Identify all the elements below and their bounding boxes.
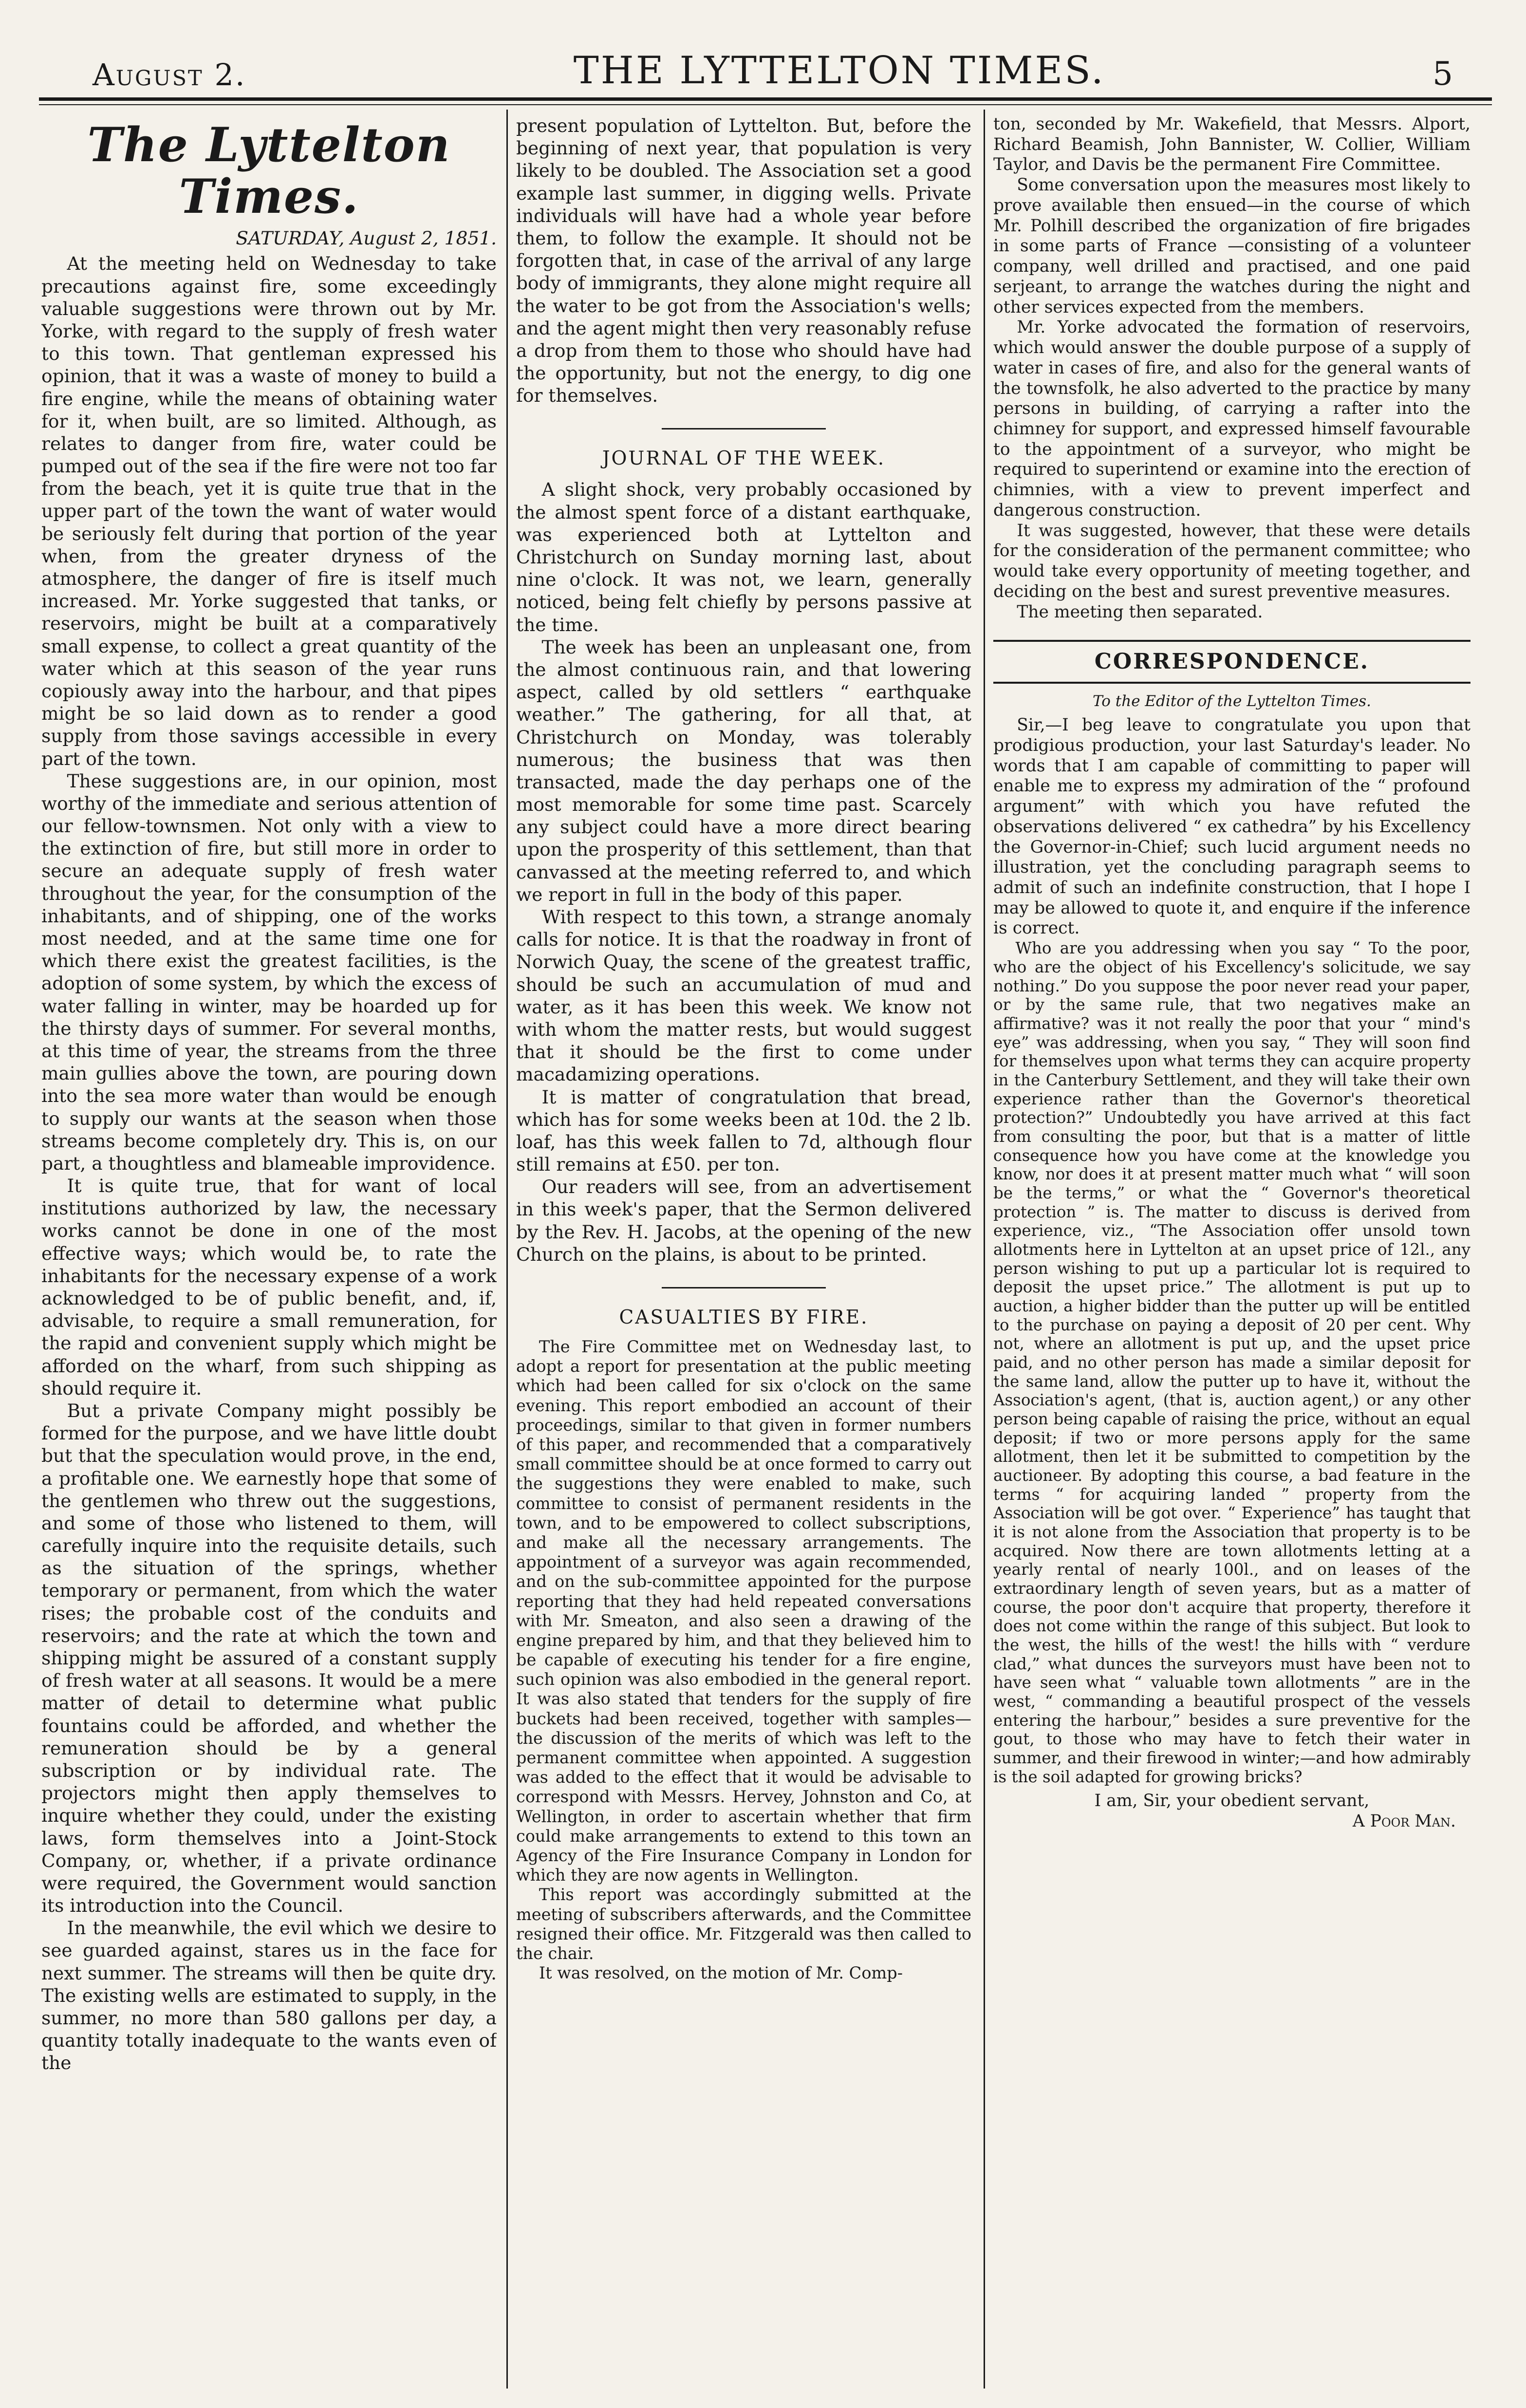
casualties-paragraph: This report was accordingly submitted at the meeting of subscribers afterwards, and the Committee resigned their office. Mr. Fitzgerald was then called to the chair.: [516, 1885, 971, 1963]
page-number: 5: [1432, 55, 1453, 93]
letter-signature: A Poor Man.: [1352, 1811, 1456, 1831]
column-1: [41, 114, 497, 2389]
letter-paragraph: Who are you addressing when you say “ To the poor, who are the object of his Excellency's solicitude, we say nothing.” Do you suppose the poor never read your paper, or by the same rule, that two negatives make an affirmative? was it not really the poor that your “ mind's eye” was addressing, when you say, “ They will soon find for themselves upon what terms they can acquire property in the Canterbury Settlement, and they will take their own experience rather than the Governor's theoretical protection?” Undoubtedly you have arrived at this fact from consulting the poor, but that is a matter of little consequence how you have come at the knowledge you know, nor does it at present matter much what “ will soon be the terms,” or what the “ Governor's theoretical protection ” is. The matter to discuss is derived from experience, viz., “The Association offer unsold town allotments here in Lyttelton at an upset price of 12l., any person wishing to put up a particular lot is required to deposit the upset price.” The allotment is put up to auction, a higher bidder than the putter up will be entitled to the purchase on paying a deposit of 20 per cent. Why not, where an allotment is put up, and the upset price paid, and no other person has made a similar deposit for the same land, allow the putter up to have it, without the Association's agent, (that is, auction agent,) or any other person being capable of raising the price, without an equal deposit; if two or more persons apply for the same allotment, then let it be submitted to competition by the auctioneer. By adopting this course, a bad feature in the terms “ for acquiring landed ” property from the Association will be got over. “ Experience” has taught that it is not alone from the Association that property is to be acquired. Now there are town allotments letting at a yearly rental of nearly 100l., and on leases of the extraordinary length of seven years, but as a matter of course, the poor don't acquire that property, therefore it does not come within the range of this subject. But look to the west, the hills of the west! the hills with “ verdure clad,” what dunces the surveyors must have been not to have seen what “ valuable town allotments ” are in the west, “ commanding a beautiful prospect of the vessels entering the harbour,” besides a sure preventive for the gout, to those who may have to fetch their water in summer, and their firewood in winter;—and how admirably is the soil adapted for growing bricks?: [993, 939, 1470, 1786]
dateline: SATURDAY, August 2, 1851.: [236, 227, 497, 249]
leader-paragraph: These suggestions are, in our opinion, most worthy of the immediate and serious attention of our fellow-townsmen. Not only with a view to the extinction of fire, but still more in order to secure an adequate supply of fresh water throughout the year, for the consumption of the inhabitants, and of shipping, one of the works most needed, and at the same time one for which there exist the greatest facilities, is the adoption of some system, by which the excess of water falling in winter, may be hoarded up for the thirsty days of summer. For several months, at this time of year, the streams from the three main gullies above the town, are pouring down into the sea more water than would be enough to supply our wants at the season when those streams become completely dry. This is, on our part, a thoughtless and blameable improvidence.: [41, 770, 497, 1174]
leader-paragraph: But a private Company might possibly be formed for the purpose, and we have little doubt but that the speculation would prove, in the end, a profitable one. We earnestly hope that some of the gentlemen who threw out the suggestions, and some of those who listened to them, will carefully inquire into the requisite details, such as the situation of the springs, whether temporary or permanent, from which the water rises; the probable cost of the conduits and reservoirs; and the rate at which the town and shipping might be assured of a constant supply of fresh water at all seasons. It would be a mere matter of detail to determine what public fountains could be afforded, and whether the remuneration should be by a general subscription or by individual rate. The projectors might then apply themselves to inquire whether they could, under the existing laws, form themselves into a Joint-Stock Company, or, whether, if a private ordinance were required, the Government would sanction its introduction into the Council.: [41, 1400, 497, 1917]
journal-paragraph: Our readers will see, from an advertisement in this week's paper, that the Sermon delivered by the Rev. H. Jacobs, at the opening of the new Church on the plains, is about to be printed.: [516, 1176, 971, 1265]
correspondence-heading: CORRESPONDENCE.: [993, 640, 1470, 683]
leader-paragraph: In the meanwhile, the evil which we desire to see guarded against, stares us in the face for next summer. The streams will then be quite dry. The existing wells are estimated to supply, in the summer, no more than 580 gallons per day, a quantity totally inadequate to the wants even of the: [41, 1917, 497, 2074]
journal-paragraph: The week has been an unpleasant one, from the almost continuous rain, and that lowering aspect, called by old settlers “ earthquake weather.” The gathering, for all that, at Christchurch on Monday, was tolerably numerous; the business that was then transacted, made the day perhaps one of the most memorable for some time past. Scarcely any subject could have a more direct bearing upon the prosperity of this settlement, than that canvassed at the meeting referred to, and which we report in full in the body of this paper.: [516, 636, 971, 905]
letter-address: To the Editor of the Lyttelton Times.: [1093, 692, 1371, 710]
section-divider: [662, 1287, 826, 1288]
casualties-paragraph: It was suggested, however, that these were details for the consideration of the permanent committee; who would take every opportunity of meeting together, and deciding on the best and surest preventive measures.: [993, 521, 1470, 601]
column-divider-2: [984, 110, 985, 2389]
journal-heading: JOURNAL OF THE WEEK.: [602, 448, 886, 470]
casualties-continuation: ton, seconded by Mr. Wakefield, that Messrs. Alport, Richard Beamish, John Bannister, W. Collier, William Taylor, and Davis be the permanent Fire Committee.: [993, 114, 1470, 175]
leader-paragraph: It is quite true, that for want of local institutions authorized by law, the necessary works cannot be done in one of the most effective ways; which would be, to rate the inhabitants for the necessary expense of a work acknowledged to be of public benefit, and, if, advisable, to require a small remuneration, for the rapid and convenient supply which might be afforded on the wharf, from such shipping as should require it.: [41, 1175, 497, 1399]
leader-continuation: present population of Lyttelton. But, before the beginning of next year, that population is very likely to be doubled. The Association set a good example last summer, in digging wells. Private individuals will have had a whole year before them, to follow the example. It should not be forgotten that, in case of the arrival of any large body of immigrants, they alone might require all the water to be got from the Association's wells; and the agent might then very reasonably refuse a drop from them to those who should have had the opportunity, but not the energy, to dig one for themselves.: [516, 115, 971, 407]
newspaper-title: THE LYTTELTON TIMES.: [573, 49, 1105, 93]
casualties-paragraph: It was resolved, on the motion of Mr. Comp-: [539, 1963, 903, 1983]
column-2: [516, 114, 971, 2389]
casualties-paragraph: Mr. Yorke advocated the formation of reservoirs, which would answer the double purpose of a supply of water in cases of fire, and also for the general wants of the townsfolk, he also adverted to the practice by many persons in building, of carrying a rafter into the chimney for support, and expressed himself favourable to the appointment of a surveyor, who might be required to superintend or examine into the erection of chimnies, with a view to prevent imperfect and dangerous construction.: [993, 317, 1470, 520]
letter-signoff: I am, Sir, your obedient servant,: [1094, 1791, 1370, 1811]
journal-paragraph: A slight shock, very probably occasioned by the almost spent force of a distant earthquake, was experienced both at Lyttelton and Christchurch on Sunday morning last, about nine o'clock. It was not, we learn, generally noticed, being felt chiefly by persons passive at the time.: [516, 479, 971, 635]
journal-paragraph: It is matter of congratulation that bread, which has for some weeks been at 10d. the 2 lb. loaf, has this week fallen to 7d, although flour still remains at £50. per ton.: [516, 1086, 971, 1176]
letter-paragraph: Sir,—I beg leave to congratulate you upon that prodigious production, your last Saturday's leader. No words that I am capable of committing to paper will enable me to express my admiration of the “ profound argument” with which you have refuted the observations delivered “ ex cathedra” by his Excellency the Governor-in-Chief; such lucid argument needs no illustration, yet the concluding paragraph seems to admit of such an indefinite construction, that I hope I may be allowed to quote it, and enquire if the inference is correct.: [993, 715, 1470, 938]
leader-paragraph: At the meeting held on Wednesday to take precautions against fire, some exceedingly valuable suggestions were thrown out by Mr. Yorke, with regard to the supply of fresh water to this town. That gentleman expressed his opinion, that it was a waste of money to build a fire engine, while the means of obtaining water for it, when built, are so limited. Although, as relates to danger from fire, water could be pumped out of the sea if the fire were not too far from the beach, yet it is quite true that in the upper part of the town the want of water would be seriously felt during that portion of the year when, from the greater dryness of the atmosphere, the danger of fire is itself much increased. Mr. Yorke suggested that tanks, or reservoirs, might be built at a comparatively small expense, to collect a great quantity of the water which at this season of the year runs copiously away into the harbour, and that pipes might be so laid down as to render a good supply from those savings accessible in every part of the town.: [41, 253, 497, 769]
section-divider: [662, 428, 826, 429]
casualties-paragraph: Some conversation upon the measures most likely to prove available then ensued—in the course of which Mr. Polhill described the organization of fire brigades in some parts of France —consisting of a volunteer company, well drilled and practised, and one paid serjeant, to arrange the watches during the night and other services expected from the members.: [993, 175, 1470, 317]
column-divider-1: [506, 110, 508, 2389]
casualties-heading: CASUALTIES BY FIRE.: [619, 1307, 869, 1329]
header-rule-thin: [39, 104, 1492, 105]
header-date: August 2.: [93, 57, 246, 93]
page-header: [93, 29, 1453, 93]
header-rule-thick: [39, 97, 1492, 101]
casualties-paragraph: The Fire Committee met on Wednesday last, to adopt a report for presentation at the public meeting which had been called for six o'clock on the same evening. This report embodied an account of their proceedings, similar to that given in former numbers of this paper, and recommended that a comparatively small committee should be at once formed to carry out the suggestions they were enabled to make, such committee to consist of permanent residents in the town, and to be empowered to collect subscriptions, and make all the necessary arrangements. The appointment of a surveyor was again recommended, and on the sub-committee appointed for the purpose reporting that they had held repeated conversations with Mr. Smeaton, and also seen a drawing of the engine prepared by him, and that they believed him to be capable of executing his tender for a fire engine, such opinion was also embodied in the general report. It was also stated that tenders for the supply of fire buckets had been received, together with samples—the discussion of the merits of which was left to the permanent committee when appointed. A suggestion was added to the effect that it would be advisable to correspond with Messrs. Hervey, Johnston and Co, at Wellington, in order to ascertain whether that firm could make arrangements to extend to this town an Agency of the Fire Insurance Company in London for which they are now agents in Wellington.: [516, 1337, 971, 1885]
column-3: [993, 114, 1470, 2389]
masthead-title: The Lyttelton Times.: [87, 117, 451, 224]
journal-paragraph: With respect to this town, a strange anomaly calls for notice. It is that the roadway in front of Norwich Quay, the scene of the greatest traffic, should be such an accumulation of mud and water, as it has been this week. We know not with whom the matter rests, but would suggest that it should be the first to come under macadamizing operations.: [516, 906, 971, 1085]
casualties-paragraph: The meeting then separated.: [1017, 602, 1263, 622]
